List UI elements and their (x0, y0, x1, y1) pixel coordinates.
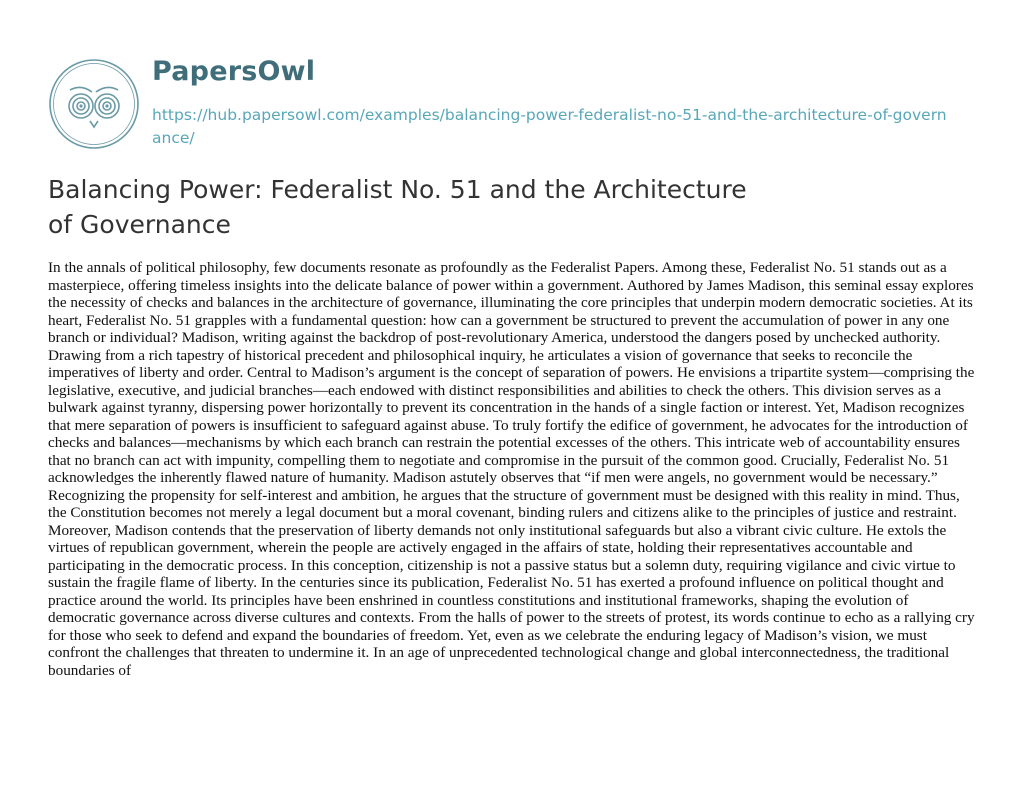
owl-eyes-logo-icon[interactable] (48, 58, 140, 150)
site-header (48, 56, 988, 152)
source-url-link[interactable]: https://hub.papersowl.com/examples/balancing-power-federalist-no-51-and-the-architecture-of-governance/ (152, 106, 947, 147)
brand-name[interactable]: PapersOwl (152, 56, 316, 87)
article-title: Balancing Power: Federalist No. 51 and the Architecture of Governance (48, 175, 747, 239)
article-body: In the annals of political philosophy, few documents resonate as profoundly as the Federalist Papers. Among these, Federalist No. 51 stands out as a masterpiece, offering timeless insights into the delicate balance of power within a government. Authored by James Madison, this seminal essay explores the necessity of checks and balances in the architecture of governance, illuminating the core principles that underpin modern democratic societies. At its heart, Federalist No. 51 grapples with a fundamental question: how can a government be structured to prevent the accumulation of power in any one branch or individual? Madison, writing against the backdrop of post-revolutionary America, understood the dangers posed by unchecked authority. Drawing from a rich tapestry of historical precedent and philosophical inquiry, he articulates a vision of governance that seeks to reconcile the imperatives of liberty and order. Central to Madison’s argument is the concept of separation of powers. He envisions a tripartite system—comprising the legislative, executive, and judicial branches—each endowed with distinct responsibilities and abilities to check the others. This division serves as a bulwark against tyranny, dispersing power horizontally to prevent its concentration in the hands of a single faction or interest. Yet, Madison recognizes that mere separation of powers is insufficient to safeguard against abuse. To truly fortify the edifice of government, he advocates for the introduction of checks and balances—mechanisms by which each branch can restrain the potential excesses of the others. This intricate web of accountability ensures that no branch can act with impunity, compelling them to negotiate and compromise in the pursuit of the common good. Crucially, Federalist No. 51 acknowledges the inherently flawed nature of humanity. Madison astutely observes that “if men were angels, no government would be necessary.” Recognizing the propensity for self-interest and ambition, he argues that the structure of government must be designed with this reality in mind. Thus, the Constitution becomes not merely a legal document but a moral covenant, binding rulers and citizens alike to the principles of justice and restraint. Moreover, Madison contends that the preservation of liberty demands not only institutional safeguards but also a vibrant civic culture. He extols the virtues of republican government, wherein the people are actively engaged in the affairs of state, holding their representatives accountable and participating in the democratic process. In this conception, citizenship is not a passive status but a solemn duty, requiring vigilance and civic virtue to sustain the fragile flame of liberty. In the centuries since its publication, Federalist No. 51 has exerted a profound influence on political thought and practice around the world. Its principles have been enshrined in countless constitutions and institutional frameworks, shaping the evolution of democratic governance across diverse cultures and contexts. From the halls of power to the streets of protest, its words continue to echo as a rallying cry for those who seek to defend and expand the boundaries of freedom. Yet, even as we celebrate the enduring legacy of Madison’s vision, we must confront the challenges that threaten to undermine it. In an age of unprecedented technological change and global interconnectedness, the traditional boundaries of (48, 259, 975, 679)
